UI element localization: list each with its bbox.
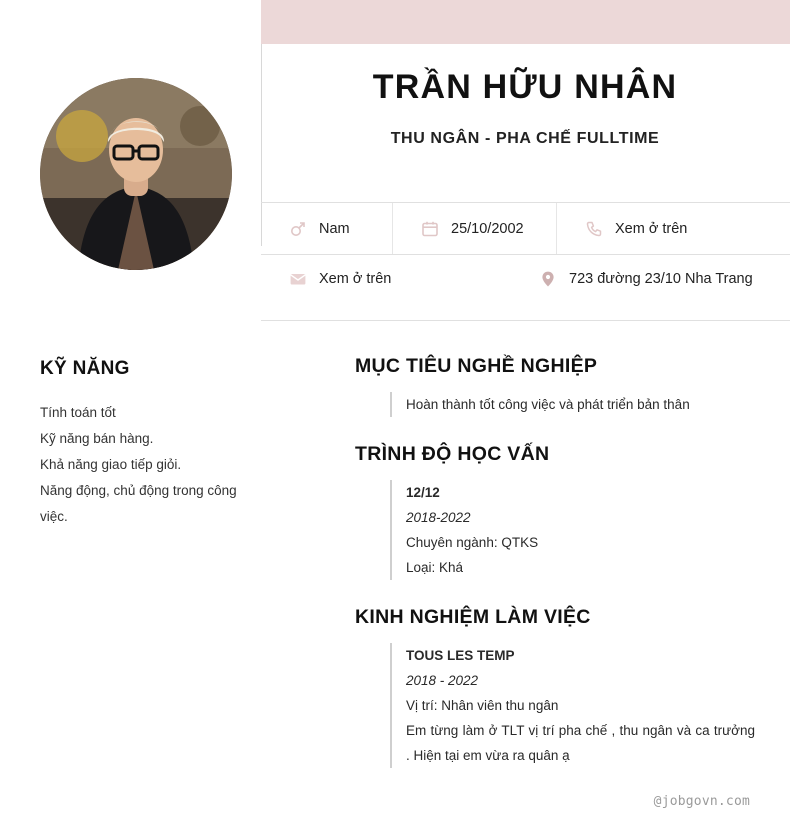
experience-description: Em từng làm ở TLT vị trí pha chế , thu ngân và ca trưởng . Hiện tại em vừa ra quân ạ: [406, 723, 755, 763]
experience-position: Vị trí: Nhân viên thu ngân: [406, 698, 559, 713]
experience-body: [390, 643, 755, 768]
experience-section: [355, 606, 755, 768]
email-icon: [289, 270, 307, 288]
avatar-image: [40, 78, 232, 270]
skill-item: Kỹ năng bán hàng.: [40, 431, 154, 446]
experience-company: TOUS LES TEMP: [406, 648, 515, 663]
education-major: Chuyên ngành: QTKS: [406, 535, 539, 550]
skill-item: Tính toán tốt: [40, 405, 116, 420]
career-objective-section: [355, 355, 755, 417]
header: [285, 64, 765, 150]
contact-email-value: Xem ở trên: [319, 271, 392, 287]
gender-icon: [289, 220, 307, 238]
watermark: @jobgovn.com: [653, 794, 750, 809]
contact-block: [261, 202, 790, 321]
education-school: 12/12: [406, 485, 440, 500]
education-date: 2018-2022: [406, 510, 471, 525]
education-body: [390, 480, 755, 580]
experience-date: 2018 - 2022: [406, 673, 479, 688]
calendar-icon: [421, 220, 439, 238]
location-pin-icon: [539, 270, 557, 288]
contact-email: [261, 269, 511, 289]
contact-address-value: 723 đường 23/10 Nha Trang: [569, 271, 753, 287]
contact-dob: [393, 219, 556, 239]
contact-dob-value: 25/10/2002: [451, 220, 524, 237]
contact-gender-value: Nam: [319, 220, 350, 237]
career-objective-title: MỤC TIÊU NGHỀ NGHIỆP: [355, 355, 598, 377]
phone-icon: [585, 220, 603, 238]
top-banner: [261, 0, 790, 44]
education-section: [355, 443, 755, 580]
skills-section: [40, 358, 265, 530]
education-grade: Loại: Khá: [406, 560, 464, 575]
page-title: TRẦN HỮU NHÂN: [372, 68, 678, 106]
contact-row: [261, 255, 790, 321]
experience-title: KINH NGHIỆM LÀM VIỆC: [355, 606, 591, 628]
contact-address: [511, 269, 790, 289]
skill-item: Khả năng giao tiếp giỏi.: [40, 457, 182, 472]
contact-phone-value: Xem ở trên: [615, 220, 688, 237]
contact-row: [261, 202, 790, 255]
skills-title: KỸ NĂNG: [40, 358, 130, 379]
avatar: [40, 78, 232, 270]
job-title: THU NGÂN - PHA CHẾ FULLTIME: [390, 130, 660, 147]
main-sections: [355, 355, 755, 794]
skill-item: Năng động, chủ động trong công việc.: [40, 483, 237, 524]
career-objective-text: Hoàn thành tốt công việc và phát triển bản thân: [406, 397, 690, 412]
contact-gender: [261, 219, 392, 239]
career-objective-body: [390, 392, 755, 417]
education-title: TRÌNH ĐỘ HỌC VẤN: [355, 443, 550, 465]
contact-phone: [557, 219, 757, 239]
